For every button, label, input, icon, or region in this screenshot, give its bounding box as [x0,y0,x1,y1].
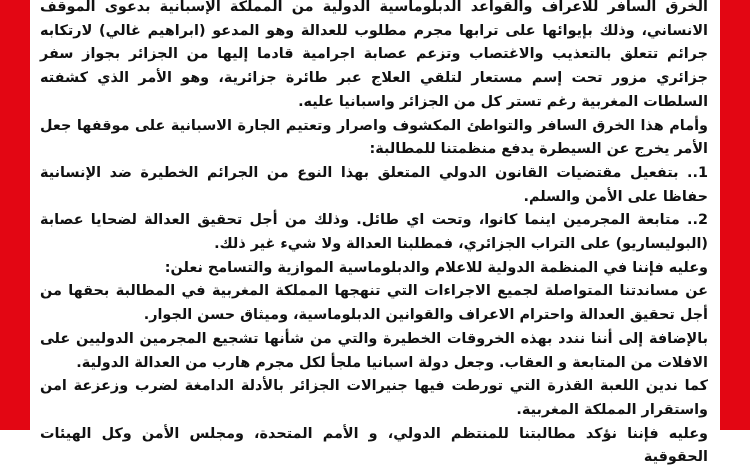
paragraph-support: عن مساندتنا المتواصلة لجميع الاجراءات التي تنهجها المملكة المغربية في المطالبة بحقها من أجل تحقيق العدالة واحترام الاعراف والقوانين الدبلوماسية، وميثاق حسن الجوار. [40,283,708,324]
paragraph-demand-2: 2.. متابعة المجرمين اينما كانوا، وتحت اي طائل. وذلك من أجل تحقيق العدالة لضحايا عصابة (البوليساريو) على التراب الجزائري، فمطلبنا العدالة ولا شيء غير ذلك. [40,212,708,253]
paragraph-demand-1: 1.. بتفعيل مقتضيات القانون الدولي المتعلق بهذا النوع من الجرائم الخطيرة ضد الإنسانية حفاظا على الأمن والسلم. [40,164,708,205]
paragraph-intro: الخرق السافر للاعراف والقواعد الدبلوماسية الدولية من المملكة الإسبانية بدعوى الموقف الانساني، وذلك بإيوائها على ترابها مجرم مطلوب للعدالة وهو المدعو (ابراهيم غالي) لارتكابه جرائم تتعلق بالتعذيب والاغتصاب وتزعم عصابة اجرامية قادما إليها من الجزائر بجواز سفر جزائري مزور تحت إسم مستعار لتلقي العلاج عبر طائرة جزائرية، وهو الأمر الذي كشفته السلطات المغربية رغم تستر كل من الجزائر واسبانيا عليه. [40,0,708,110]
statement-body [40,0,708,470]
paragraph-declaration-intro: وعليه فإننا في المنظمة الدولية للاعلام والدبلوماسية الموازية والتسامح نعلن: [164,259,708,276]
paragraph-demand-intro: وأمام هذا الخرق السافر والتواطئ المكشوف واصرار وتعتيم الجارة الاسبانية على موقفها جعل الأمر يخرج عن السيطرة يدفع منظمتنا للمطالبة: [40,117,708,158]
paragraph-final-demand: وعليه فإننا نؤكد مطالبتنا للمنتظم الدولي، و الأمم المتحدة، ومجلس الأمن وكل الهيئات الحقوقية [40,425,708,466]
paragraph-condemn-violations: بالإضافة إلى أننا نندد بهذه الخروقات الخطيرة والتي من شأنها تشجيع المجرمين الدوليين على الافلات من المتابعة و العقاب. وجعل دولة اسبانيا ملجأ لكل مجرم هارب من العدالة الدولية. [40,330,708,371]
right-red-border [720,0,750,430]
paragraph-condemn-game: كما ندين اللعبة القذرة التي تورطت فيها جنيرالات الجزائر بالأدلة الدامغة لضرب وزعزعة امن واستقرار المملكة المغربية. [40,378,708,418]
left-red-border [0,0,30,430]
